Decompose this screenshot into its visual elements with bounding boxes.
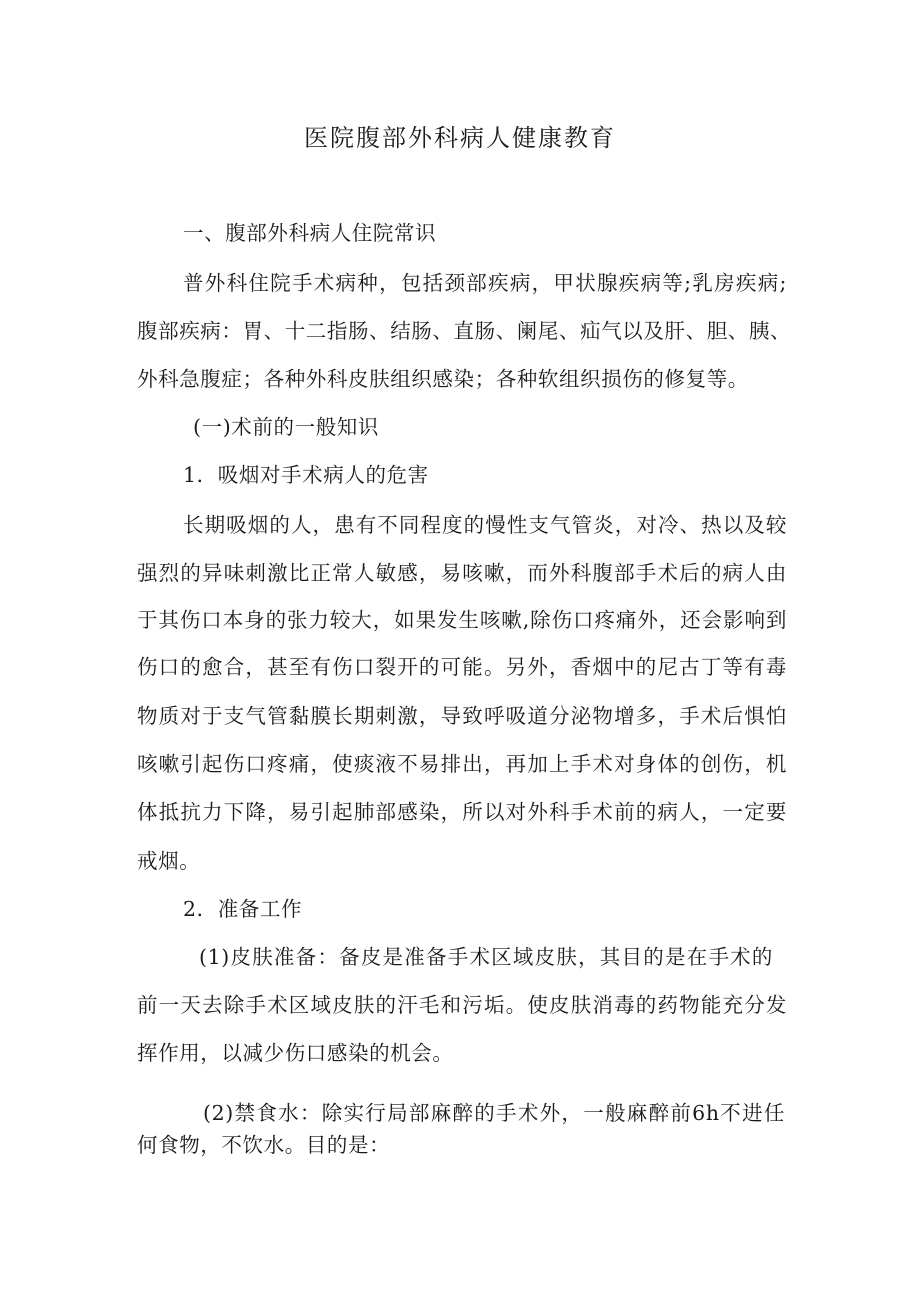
paragraph-line: 腹部疾病：胃、十二指肠、结肠、直肠、阑尾、疝气以及肝、胆、胰、 [137,319,792,343]
subsection-heading-preop: (一)术前的一般知识 [193,415,379,439]
document-title: 医院腹部外科病人健康教育 [304,124,616,152]
paragraph-line: 长期吸烟的人，患有不同程度的慢性支气管炎，对冷、热以及较 [183,513,787,537]
paragraph-line: 外科急腹症；各种外科皮肤组织感染；各种软组织损伤的修复等。 [137,367,749,391]
paragraph-line: 戒烟。 [137,849,201,873]
item-heading-preparation: 2．准备工作 [183,897,303,921]
paragraph-line: 何食物，不饮水。目的是： [137,1133,391,1157]
paragraph-line: 体抵抗力下降，易引起肺部感染，所以对外科手术前的病人，一定要 [137,800,787,824]
paragraph-line: (2)禁食水：除实行局部麻醉的手术外，一般麻醉前6h不进任 [203,1101,785,1125]
paragraph-line: 于其伤口本身的张力较大，如果发生咳嗽,除伤口疼痛外，还会影响到 [137,608,787,632]
paragraph-line: 挥作用，以减少伤口感染的机会。 [137,1041,454,1065]
item-heading-smoking: 1．吸烟对手术病人的危害 [183,463,429,487]
paragraph-line: 咳嗽引起伤口疼痛，使痰液不易排出，再加上手术对身体的创伤，机 [137,752,787,776]
paragraph-line: 前一天去除手术区域皮肤的汗毛和污垢。使皮肤消毒的药物能充分发 [137,993,787,1017]
paragraph-line: 物质对于支气管黏膜长期刺激，导致呼吸道分泌物增多，手术后惧怕 [137,704,787,728]
paragraph-line: 伤口的愈合，甚至有伤口裂开的可能。另外，香烟中的尼古丁等有毒 [137,655,787,679]
paragraph-line: 强烈的异味刺激比正常人敏感，易咳嗽，而外科腹部手术后的病人由 [137,561,787,585]
section-heading-hospital-knowledge: 一、腹部外科病人住院常识 [183,221,437,245]
paragraph-line: 普外科住院手术病种，包括颈部疾病，甲状腺疾病等;乳房疾病; [183,271,787,295]
paragraph-line: (1)皮肤准备：备皮是准备手术区域皮肤，其目的是在手术的 [199,945,773,969]
